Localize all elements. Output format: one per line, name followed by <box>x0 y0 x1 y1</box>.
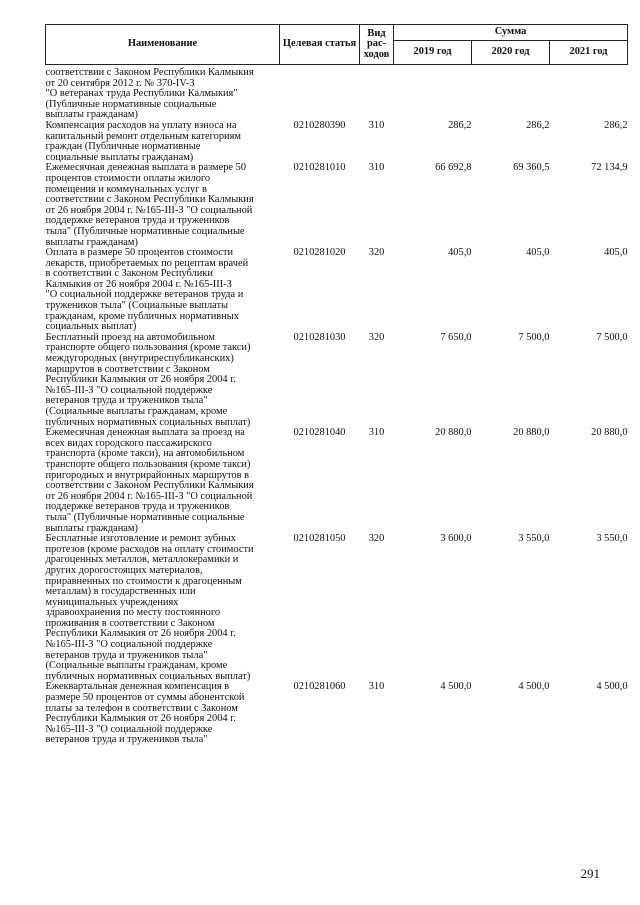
table-row <box>46 163 628 248</box>
row-code: 0210280390 <box>293 119 346 131</box>
header-year-2019: 2019 год <box>394 41 472 65</box>
row-name: Ежеквартальная денежная компенсация в размере 50 процентов от суммы абонентской платы за телефон в соответствии с Законом Республики Калмыкия от 26 ноября 2004 г. №165-III-З "О социальной поддержке ветеранов труда и тружеников тыла" <box>45 681 245 746</box>
row-kind <box>360 65 394 121</box>
row-code: 0210281010 <box>293 162 346 174</box>
row-2020: 20 880,0 <box>513 427 550 439</box>
row-code: 0210281050 <box>293 533 346 545</box>
row-2020: 405,0 <box>526 247 550 259</box>
row-name: соответствии с Законом Республики Калмыкия от 20 сентября 2012 г. № 370-IV-З "О ветеранах труда Республики Калмыкия" (Публичные нормативные социальные выплаты гражданам) <box>45 67 254 121</box>
row-2020 <box>472 65 550 121</box>
row-2020: 69 360,5 <box>513 162 550 174</box>
header-name: Наименование <box>46 25 280 65</box>
row-2020: 7 500,0 <box>518 331 550 343</box>
row-2021: 20 880,0 <box>591 427 628 439</box>
header-target-article: Целевая статья <box>280 25 360 65</box>
header-expense-kind: Вид рас-ходов <box>360 25 394 65</box>
row-kind: 310 <box>368 162 385 174</box>
row-2021: 286,2 <box>604 119 628 131</box>
row-2019: 4 500,0 <box>440 681 472 693</box>
row-2021: 4 500,0 <box>596 681 628 693</box>
row-kind: 310 <box>368 119 385 131</box>
table-row <box>46 248 628 333</box>
row-2019: 3 600,0 <box>440 533 472 545</box>
row-name: Компенсация расходов на уплату взноса на капитальный ремонт отдельным категориям граждан (Публичные нормативные социальные выплаты гражданам) <box>45 119 241 163</box>
row-code <box>280 65 360 121</box>
row-2021: 7 500,0 <box>596 331 628 343</box>
row-kind: 320 <box>368 247 385 259</box>
row-2021: 405,0 <box>604 247 628 259</box>
row-code: 0210281030 <box>293 331 346 343</box>
row-name: Ежемесячная денежная выплата в размере 50 процентов стоимости оплаты жилого помещения и коммунальных услуг в соответствии с Законом Республики Калмыкия от 26 ноября 2004 г. №165-III-З "О социальной поддержке ветеранов труда и тружеников тыла" (Публичные нормативные социальные выплаты гражданам) <box>45 162 254 248</box>
table-row <box>46 428 628 534</box>
row-2019: 7 650,0 <box>440 331 472 343</box>
header-year-2021: 2021 год <box>550 41 628 65</box>
budget-table <box>45 24 628 746</box>
table-row <box>46 65 628 121</box>
row-kind: 310 <box>368 681 385 693</box>
row-name: Бесплатные изготовление и ремонт зубных протезов (кроме расходов на оплату стоимости драгоценных металлов, металлокерамики и других дорогостоящих материалов, приравненных по стоимости к драгоценным металлам) в государственных или муниципальных учреждениях здравоохранения по месту постоянного проживания в соответствии с Законом Республики Калмыкия от 26 ноября 2004 г. №165-III-З "О социальной поддержке ветеранов труда и тружеников тыла" (Социальные выплаты гражданам, кроме публичных нормативных социальных выплат) <box>45 533 254 682</box>
table-row <box>46 121 628 163</box>
row-name: Оплата в размере 50 процентов стоимости лекарств, приобретаемых по рецептам врачей в соответствии с Законом Республики Калмыкия от 26 ноября 2004 г. №165-III-З "О социальной поддержке ветеранов труда и тружеников тыла" (Социальные выплаты гражданам, кроме публичных нормативных социальных выплат) <box>45 247 249 333</box>
row-2019: 286,2 <box>448 119 472 131</box>
row-kind: 320 <box>368 533 385 545</box>
row-code: 0210281020 <box>293 247 346 259</box>
header-sum: Сумма <box>394 25 628 41</box>
table-row <box>46 534 628 682</box>
row-code: 0210281060 <box>293 681 346 693</box>
row-2019 <box>394 65 472 121</box>
page-number: 291 <box>580 866 600 881</box>
row-2020: 286,2 <box>526 119 550 131</box>
header-year-2020: 2020 год <box>472 41 550 65</box>
row-name: Ежемесячная денежная выплата за проезд на всех видах городского пассажирского транспорта (кроме такси), на автомобильном транспорте общего пользования (кроме такси) пригородных и внутрирайонных маршрутов в соответствии с Законом Республики Калмыкия от 26 ноября 2004 г. №165-III-З "О социальной поддержке ветеранов труда и тружеников тыла" (Публичные нормативные социальные выплаты гражданам) <box>45 427 254 534</box>
row-2019: 20 880,0 <box>435 427 472 439</box>
row-2021: 3 550,0 <box>596 533 628 545</box>
row-kind: 320 <box>368 331 385 343</box>
row-code: 0210281040 <box>293 427 346 439</box>
table-row <box>46 333 628 428</box>
row-2019: 66 692,8 <box>435 162 472 174</box>
row-name: Бесплатный проезд на автомобильном транспорте общего пользования (кроме такси) междугородных (внутриреспубликанских) маршрутов в соответствии с Законом Республики Калмыкия от 26 ноября 2004 г. №165-III-З "О социальной поддержке ветеранов труда и тружеников тыла" (Социальные выплаты гражданам, кроме публичных нормативных социальных выплат) <box>45 331 251 428</box>
row-2021: 72 134,9 <box>591 162 628 174</box>
table-row <box>46 682 628 746</box>
row-2020: 3 550,0 <box>518 533 550 545</box>
row-2020: 4 500,0 <box>518 681 550 693</box>
row-2021 <box>550 65 628 121</box>
row-kind: 310 <box>368 427 385 439</box>
row-2019: 405,0 <box>448 247 472 259</box>
